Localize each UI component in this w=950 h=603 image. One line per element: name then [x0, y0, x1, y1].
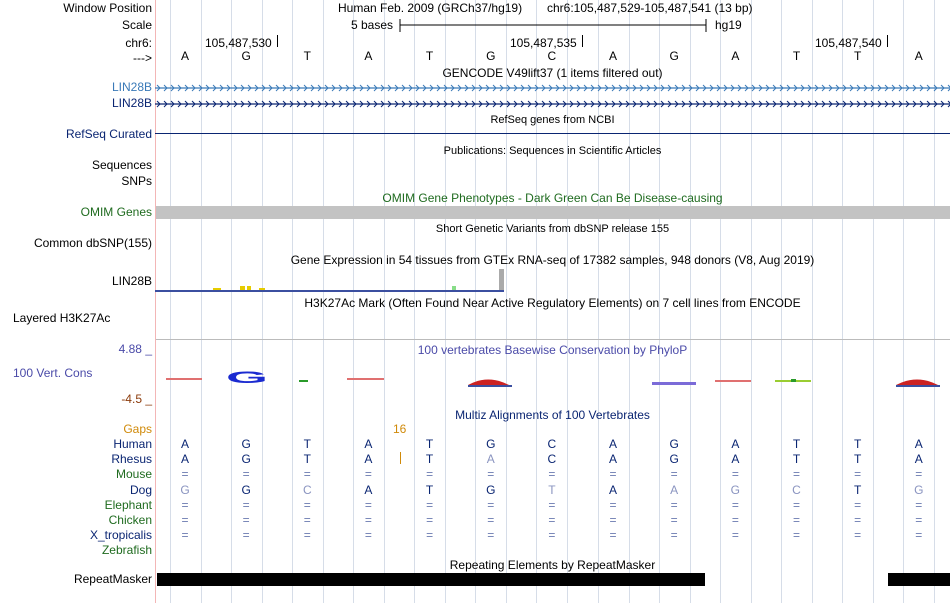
cons-track-title: 100 vertebrates Basewise Conservation by PhyloP [417, 343, 688, 357]
alignment-base: = [915, 497, 923, 512]
h3k27ac-track-label[interactable]: Layered H3K27Ac [13, 311, 111, 325]
alignment-base: = [364, 467, 372, 482]
alignment-base: = [792, 497, 800, 512]
alignment-base: = [242, 513, 250, 527]
scale-text: 5 bases [351, 18, 394, 32]
alignment-base: = [426, 513, 434, 527]
gaps-label: Gaps [123, 422, 152, 436]
svg-text:G: G [226, 368, 268, 387]
alignment-base: = [731, 528, 739, 543]
h3k27ac-track-title: H3K27Ac Mark (Often Found Near Active Regulatory Elements) on 7 cell lines from ENCODE [304, 296, 801, 310]
alignment-base: = [731, 467, 739, 482]
alignment-base: G [486, 437, 496, 451]
alignment-base: = [487, 497, 495, 512]
alignment-base: = [609, 467, 617, 482]
alignment-base: = [731, 513, 739, 527]
repeatmasker-track-label[interactable]: RepeatMasker [73, 572, 152, 586]
alignment-base: C [302, 482, 312, 497]
alignment-base: = [242, 528, 250, 543]
alignment-base: A [180, 437, 189, 451]
alignment-base: = [548, 513, 556, 527]
scale-db: hg19 [715, 18, 742, 32]
alignment-base: = [854, 467, 862, 482]
refseq-track-title: RefSeq genes from NCBI [490, 114, 615, 126]
alignment-base: A [609, 437, 618, 451]
alignment-base: C [547, 452, 557, 467]
gencode-item-label-2[interactable]: LIN28B [111, 96, 152, 110]
alignment-base: A [670, 482, 679, 497]
alignment-base: = [303, 513, 311, 527]
alignment-base: = [364, 528, 372, 543]
alignment-base: T [853, 482, 862, 497]
cons-track-label[interactable]: 100 Vert. Cons [13, 366, 93, 380]
alignment-base: A [364, 437, 373, 451]
coord-label-1: 105,487,530 [205, 36, 272, 50]
alignment-base: = [487, 513, 495, 527]
alignment-base: G [914, 482, 924, 497]
alignment-base: = [548, 467, 556, 482]
position-label[interactable]: chr6:105,487,529-105,487,541 (13 bp) [547, 1, 753, 15]
alignment-base: T [303, 437, 311, 451]
publications-sequences-label[interactable]: Sequences [91, 158, 152, 172]
sequence-base: T [853, 49, 862, 63]
dbsnp-track-label[interactable]: Common dbSNP(155) [33, 236, 152, 250]
window-position-label: Window Position [63, 1, 152, 15]
species-label[interactable]: Zebrafish [101, 543, 152, 558]
alignment-base: G [486, 482, 496, 497]
alignment-base: = [303, 528, 311, 543]
alignment-base: G [241, 482, 251, 497]
sequence-base: C [547, 49, 557, 63]
alignment-base: = [303, 467, 311, 482]
sequence-base: T [303, 49, 311, 63]
cons-min-label: -4.5 _ [121, 392, 152, 406]
alignment-base: = [915, 513, 923, 527]
gap-count[interactable]: 16 [393, 422, 407, 436]
alignment-base: A [914, 437, 923, 451]
alignment-base: G [669, 437, 679, 451]
alignment-base: T [303, 452, 311, 467]
alignment-base: = [854, 513, 862, 527]
coord-label-2: 105,487,535 [510, 36, 577, 50]
scale-label: Scale [121, 18, 152, 32]
alignment-base: = [303, 497, 311, 512]
gencode-item-label-1[interactable]: LIN28B [111, 80, 152, 94]
species-label[interactable]: X_tropicalis [89, 528, 152, 543]
alignment-base: T [792, 452, 801, 467]
alignment-base: = [609, 513, 617, 527]
alignment-base: = [670, 528, 678, 543]
alignment-base: G [730, 482, 741, 497]
gtex-track-title: Gene Expression in 54 tissues from GTEx RNA-seq of 17382 samples, 948 donors (V8, Aug 2019) [290, 253, 815, 267]
alignment-base: = [364, 513, 372, 527]
alignment-base: = [487, 467, 495, 482]
alignment-base: A [609, 482, 618, 497]
sequence-base: T [792, 49, 801, 63]
alignment-base: = [915, 528, 923, 543]
alignment-base: A [364, 482, 373, 497]
coord-tick-1 [277, 35, 278, 47]
gencode-gene-lines[interactable] [155, 82, 950, 112]
alignment-base: G [241, 437, 251, 451]
alignment-base: A [914, 452, 923, 467]
alignment-base: = [609, 528, 617, 543]
repeatmasker-track-title: Repeating Elements by RepeatMasker [449, 558, 656, 572]
refseq-gene-line[interactable] [155, 133, 950, 134]
alignment-base: = [731, 497, 739, 512]
sequence-base: G [669, 49, 679, 63]
alignment-base: A [609, 452, 618, 467]
alignment-base: G [180, 482, 190, 497]
alignment-base: = [364, 497, 372, 512]
alignment-base: = [670, 513, 678, 527]
alignment-base: = [487, 528, 495, 543]
alignment-base: = [426, 497, 434, 512]
coord-tick-3 [887, 35, 888, 47]
omim-phenotype-bar[interactable] [156, 206, 950, 219]
repeatmasker-element-1[interactable] [157, 573, 705, 586]
alignment-base: T [548, 482, 556, 497]
strand-arrow-label[interactable]: ---> [133, 51, 152, 65]
alignment-base: = [181, 528, 189, 543]
alignment-base: T [853, 437, 862, 451]
sequence-base: A [731, 49, 740, 63]
alignment-base: = [915, 467, 923, 482]
species-label[interactable]: Human [113, 437, 152, 451]
alignment-base: T [425, 452, 434, 467]
gtex-expression-graph[interactable] [155, 267, 950, 293]
scale-bar [398, 17, 710, 33]
alignment-base: C [792, 482, 801, 497]
alignment-base: = [792, 513, 800, 527]
alignment-base: = [854, 497, 862, 512]
alignment-base: = [792, 467, 800, 482]
alignment-base: A [486, 452, 495, 467]
alignment-base: = [548, 497, 556, 512]
alignment-base: = [181, 467, 189, 482]
alignment-base: = [854, 528, 862, 543]
publications-track-title: Publications: Sequences in Scientific Articles [443, 145, 662, 157]
alignment-base: C [547, 437, 557, 451]
cons-max-label: 4.88 _ [118, 342, 152, 356]
sequence-base: A [914, 49, 923, 63]
cons-graph[interactable] [155, 356, 950, 406]
omim-track-label[interactable]: OMIM Genes [80, 205, 152, 219]
sequence-base: A [609, 49, 618, 63]
omim-track-title: OMIM Gene Phenotypes - Dark Green Can Be Disease-causing [382, 191, 723, 205]
alignment-base: = [670, 467, 678, 482]
alignment-base: = [548, 528, 556, 543]
alignment-base: = [181, 497, 189, 512]
alignment-base: A [731, 437, 740, 451]
species-label[interactable]: Rhesus [111, 452, 152, 467]
alignment-base: T [853, 452, 862, 467]
alignment-base: A [731, 452, 740, 467]
alignment-base: = [426, 528, 434, 543]
alignment-base: G [241, 452, 251, 467]
alignment-base: G [669, 452, 679, 467]
alignment-base: T [792, 437, 801, 451]
gtex-track-label[interactable]: LIN28B [111, 274, 152, 288]
repeatmasker-element-2[interactable] [888, 573, 950, 586]
sequence-base: T [425, 49, 434, 63]
gencode-track-title: GENCODE V49lift37 (1 items filtered out) [442, 66, 663, 80]
species-label[interactable]: Elephant [104, 497, 152, 512]
species-label[interactable]: Dog [129, 482, 152, 497]
sequence-base: A [180, 49, 189, 63]
chrom-label: chr6: [125, 36, 152, 50]
species-label[interactable]: Mouse [115, 467, 152, 482]
alignment-base: A [364, 452, 373, 467]
alignment-base: A [180, 452, 189, 467]
alignment-base: = [181, 513, 189, 527]
multiz-track-title: Multiz Alignments of 100 Vertebrates [455, 408, 650, 422]
species-label[interactable]: Chicken [108, 513, 152, 527]
alignment-base: = [242, 467, 250, 482]
assembly-label: Human Feb. 2009 (GRCh37/hg19) [338, 1, 523, 15]
h3k27ac-baseline [156, 339, 950, 340]
refseq-track-label[interactable]: RefSeq Curated [65, 127, 152, 141]
alignment-base: = [792, 528, 800, 543]
alignment-base: = [242, 497, 250, 512]
sequence-base: A [364, 49, 373, 63]
coord-tick-2 [582, 35, 583, 47]
gap-marker [400, 452, 401, 464]
coord-label-3: 105,487,540 [815, 36, 882, 50]
alignment-base: = [426, 467, 434, 482]
alignment-base: T [425, 482, 434, 497]
alignment-base: = [670, 497, 678, 512]
publications-snps-label[interactable]: SNPs [121, 174, 152, 188]
sequence-base: G [241, 49, 251, 63]
dbsnp-track-title: Short Genetic Variants from dbSNP release 155 [435, 223, 670, 235]
sequence-base: G [486, 49, 496, 63]
alignment-base: T [425, 437, 434, 451]
alignment-base: = [609, 497, 617, 512]
